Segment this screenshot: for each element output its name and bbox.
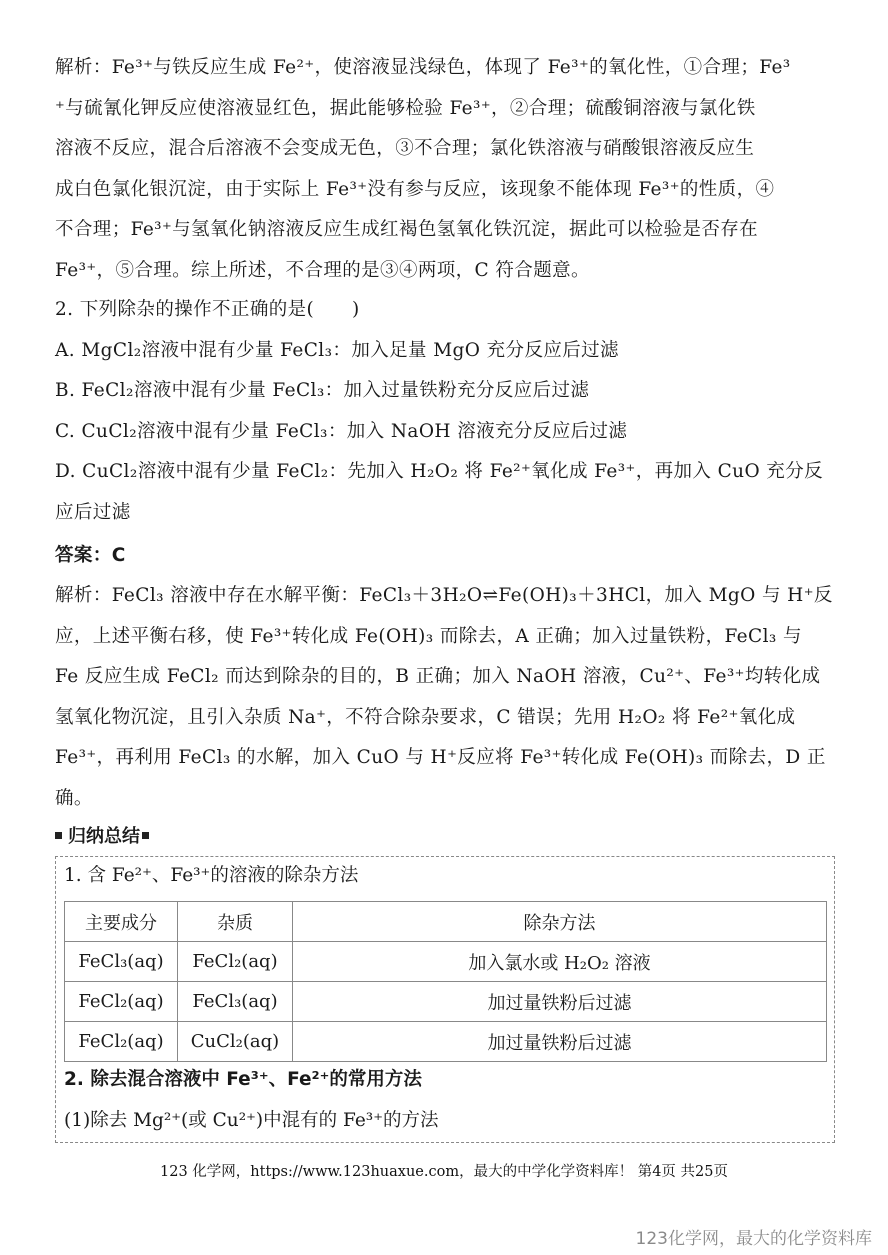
table-header: 杂质 <box>178 902 293 942</box>
analysis-1-line: Fe³⁺，⑤合理。综上所述，不合理的是③④两项，C 符合题意。 <box>55 259 590 281</box>
section-2-subtitle: (1)除去 Mg²⁺(或 Cu²⁺)中混有的 Fe³⁺的方法 <box>64 1110 439 1131</box>
square-bullet-icon <box>142 832 149 839</box>
watermark: 123化学网，最大的化学资料库 <box>635 1229 872 1249</box>
table-row <box>65 1022 827 1062</box>
analysis-2-line: Fe 反应生成 FeCl₂ 而达到除杂的目的，B 正确；加入 NaOH 溶液，Cu²⁺、Fe³⁺均转化成 <box>55 666 821 687</box>
section-1-title: 1. 含 Fe²⁺、Fe³⁺的溶液的除杂方法 <box>64 865 359 886</box>
analysis-1-line: ⁺与硫氰化钾反应使溶液显红色，据此能够检验 Fe³⁺，②合理；硫酸铜溶液与氯化铁 <box>55 97 756 119</box>
table-cell: FeCl₂(aq) <box>178 942 293 982</box>
analysis-label: 解析： <box>55 585 112 606</box>
table-cell: FeCl₂(aq) <box>65 982 178 1022</box>
summary-heading: 归纳总结 <box>53 822 155 848</box>
option-c: C. CuCl₂溶液中混有少量 FeCl₃：加入 NaOH 溶液充分反应后过滤 <box>55 420 628 442</box>
option-a: A. MgCl₂溶液中混有少量 FeCl₃：加入足量 MgO 充分反应后过滤 <box>55 339 619 361</box>
table-cell: FeCl₂(aq) <box>65 1022 178 1062</box>
option-b: B. FeCl₂溶液中混有少量 FeCl₃：加入过量铁粉充分反应后过滤 <box>55 380 590 401</box>
analysis-1-line: 解析：Fe³⁺与铁反应生成 Fe²⁺，使溶液显浅绿色，体现了 Fe³⁺的氧化性，①合理；Fe³ <box>55 57 791 78</box>
answer: 答案：C <box>55 545 126 566</box>
question-2 <box>55 290 837 533</box>
table-header: 主要成分 <box>65 902 178 942</box>
section-2-title: 2. 除去混合溶液中 Fe³⁺、Fe²⁺的常用方法 <box>64 1069 422 1090</box>
analysis-2-line: 氢氧化物沉淀，且引入杂质 Na⁺，不符合除杂要求，C 错误；先用 H₂O₂ 将 Fe²⁺氧化成 <box>55 706 796 728</box>
analysis-1 <box>55 48 837 291</box>
table-cell: FeCl₃(aq) <box>65 942 178 982</box>
analysis-1-line: 成白色氯化银沉淀，由于实际上 Fe³⁺没有参与反应，该现象不能体现 Fe³⁺的性质，④ <box>55 178 775 200</box>
option-d-cont: 应后过滤 <box>55 501 131 523</box>
analysis-2-line: 应，上述平衡右移，使 Fe³⁺转化成 Fe(OH)₃ 而除去，A 正确；加入过量铁粉，FeCl₃ 与 <box>55 625 802 647</box>
option-d: D. CuCl₂溶液中混有少量 FeCl₂：先加入 H₂O₂ 将 Fe²⁺氧化成 Fe³⁺，再加入 CuO 充分反 <box>55 461 823 482</box>
table-header: 除杂方法 <box>293 902 827 942</box>
analysis-1-line: 溶液不反应，混合后溶液不会变成无色，③不合理；氯化铁溶液与硝酸银溶液反应生 <box>55 138 755 159</box>
table-cell: 加入氯水或 H₂O₂ 溶液 <box>293 942 827 982</box>
impurity-table <box>64 901 827 1062</box>
table-row <box>65 982 827 1022</box>
square-bullet-icon <box>55 832 62 839</box>
table-cell: 加过量铁粉后过滤 <box>293 1022 827 1062</box>
analysis-2 <box>55 576 837 819</box>
table-cell: FeCl₃(aq) <box>178 982 293 1022</box>
question-stem: 2. 下列除杂的操作不正确的是( ) <box>55 299 360 320</box>
analysis-2-line: 确。 <box>55 787 93 809</box>
table-cell: CuCl₂(aq) <box>178 1022 293 1062</box>
table-cell: 加过量铁粉后过滤 <box>293 982 827 1022</box>
page-footer: 123 化学网，https://www.123huaxue.com，最大的中学化学资料库！ 第4页 共25页 <box>160 1164 728 1180</box>
analysis-2-line: Fe³⁺，再利用 FeCl₃ 的水解，加入 CuO 与 H⁺反应将 Fe³⁺转化成 Fe(OH)₃ 而除去，D 正 <box>55 747 826 768</box>
analysis-1-line: 不合理；Fe³⁺与氢氧化钠溶液反应生成红褐色氢氧化铁沉淀，据此可以检验是否存在 <box>55 219 759 240</box>
analysis-label: 解析： <box>55 57 112 78</box>
table-header-row <box>65 902 827 942</box>
summary-box <box>55 856 835 1143</box>
table-row <box>65 942 827 982</box>
analysis-2-line: 解析：FeCl₃ 溶液中存在水解平衡：FeCl₃＋3H₂O⇌Fe(OH)₃＋3HCl，加入 MgO 与 H⁺反 <box>55 585 833 606</box>
